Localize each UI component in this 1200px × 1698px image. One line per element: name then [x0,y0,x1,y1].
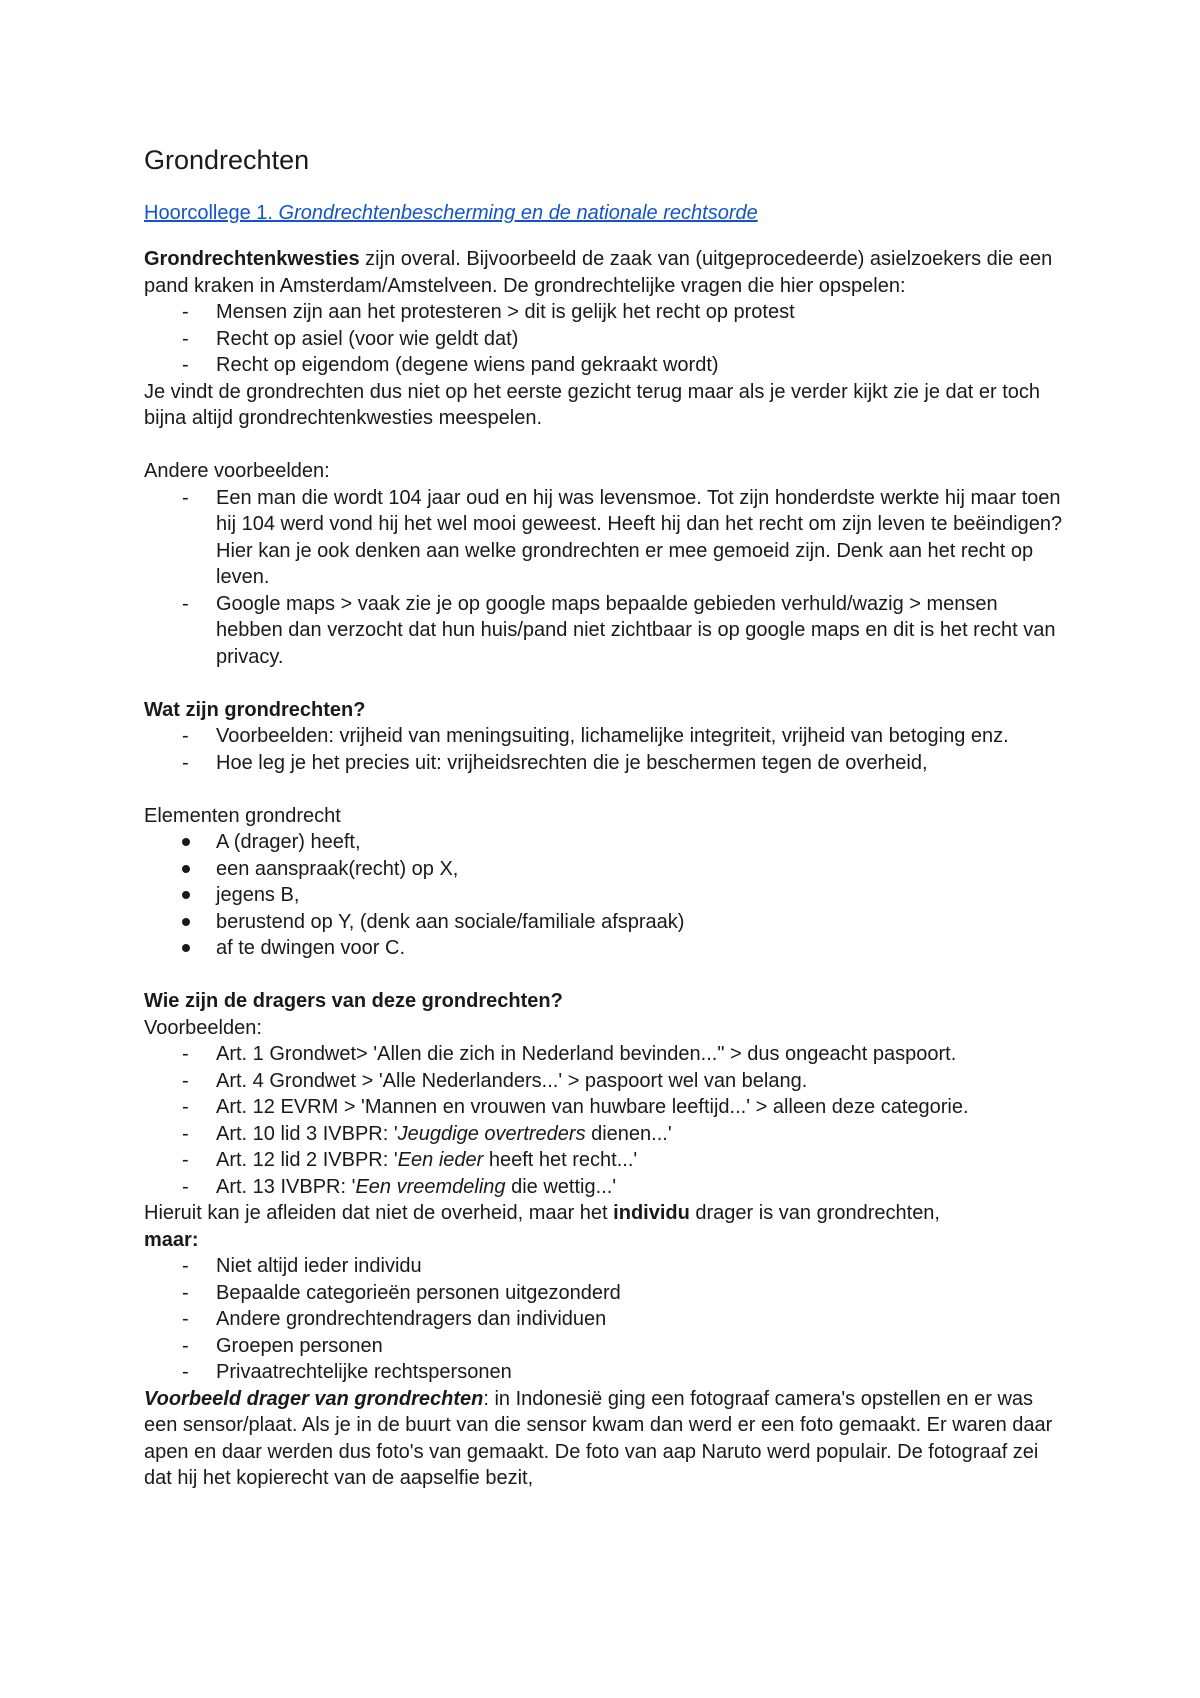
list-item [144,299,1064,326]
dash-marker: - [182,1043,189,1065]
list-item-text: Niet altijd ieder individu [216,1255,422,1277]
list-item [144,750,1064,777]
dash-marker: - [182,1281,189,1304]
list-item-text: Google maps > vaak zie je op google maps bepaalde gebieden verhuld/wazig > mensen hebben dan verzocht dat hun huis/pand niet zichtbaar is op google maps en dit is het recht van privacy. [216,592,1056,668]
list-item [144,1147,1064,1174]
list-item-italic: Een ieder [397,1149,484,1171]
list-item-text-post: heeft het recht...' [483,1149,638,1171]
list-item-italic: Een vreemdeling [355,1175,506,1198]
list-item-text: Groepen personen [216,1334,383,1357]
conclusion-pre: Hieruit kan je afleiden dat niet de overheid, maar het [144,1202,614,1224]
spacer [144,670,1064,697]
dash-marker: - [182,1334,189,1357]
intro-bold: Grondrechtenkwesties [144,248,360,270]
lecture-title: Grondrechtenbescherming en de nationale rechtsorde [278,202,758,224]
list-item [144,1280,1064,1307]
list-item [144,829,1064,856]
intro-after-paragraph: Je vindt de grondrechten dus niet op het eerste gezicht terug maar als je verder kijkt zie je dat er toch bijna altijd grondrechtenkwesties meespelen. [144,380,1041,429]
list-item [144,856,1064,883]
example-paragraph [144,1386,1064,1492]
others-heading: Andere voorbeelden: [144,460,330,482]
intro-text: zijn overal. Bijvoorbeeld de zaak van (uitgeprocedeerde) asielzoekers die een pand kraken in Amsterdam/Amstelveen. De grondrechtelijke vragen die hier opspelen: [144,248,1053,297]
list-item-text: A (drager) heeft, [216,831,361,853]
dash-marker: - [182,1175,189,1198]
dash-marker: - [182,486,189,509]
list-item-text: Art. 1 Grondwet> 'Allen die zich in Nederland bevinden..." > dus ongeacht paspoort. [216,1043,957,1065]
list-item-text-post: dienen...' [585,1122,672,1145]
bullet-icon [182,944,190,952]
list-item-text: een aanspraak(recht) op X, [216,857,459,880]
dash-marker: - [182,327,189,350]
intro-list [144,299,1064,379]
who-subheading: Voorbeelden: [144,1016,262,1039]
list-item [144,485,1064,591]
list-item-text: Art. 4 Grondwet > 'Alle Nederlanders...' > paspoort wel van belang. [216,1069,808,1092]
dash-marker: - [182,592,189,615]
dash-marker: - [182,1069,189,1092]
list-item-text: Recht op eigendom (degene wiens pand gekraakt wordt) [216,354,719,376]
dash-marker: - [182,1149,189,1171]
dash-marker: - [182,1308,189,1330]
list-item-text: Voorbeelden: vrijheid van meningsuiting, lichamelijke integriteit, vrijheid van betoging enz. [216,725,1009,747]
maar-label [144,1227,1064,1254]
dash-marker: - [182,1096,189,1118]
what-heading [144,697,1064,724]
list-item [144,1253,1064,1280]
list-item-text: Art. 12 EVRM > 'Mannen en vrouwen van huwbare leeftijd...' > alleen deze categorie. [216,1096,969,1118]
list-item-text: Een man die wordt 104 jaar oud en hij was levensmoe. Tot zijn honderdste werkte hij maar toen hij 104 werd vond hij het wel mooi geweest. Heeft hij dan het recht om zijn leven te beëindigen? Hier kan je ook denken aan welke grondrechten er mee gemoeid zijn. Denk aan het recht op leven. [216,486,1063,588]
dash-marker: - [182,301,189,323]
list-item [144,1359,1064,1386]
list-item [144,909,1064,936]
page-title: Grondrechten [144,145,310,175]
list-item-text-post: die wettig...' [505,1175,617,1198]
what-list [144,723,1064,776]
intro-paragraph [144,246,1064,299]
conclusion-paragraph [144,1200,1064,1227]
list-item [144,1121,1064,1148]
list-item-text: Bepaalde categorieën personen uitgezonderd [216,1281,621,1304]
bullet-icon [182,891,190,899]
document-page [144,140,1064,1492]
list-item [144,935,1064,962]
maar-list [144,1253,1064,1386]
maar-label-text: maar: [144,1228,199,1251]
list-item-text-pre: Art. 12 lid 2 IVBPR: ' [216,1149,398,1171]
who-heading [144,988,1064,1015]
lecture-heading-link[interactable] [144,200,1064,226]
spacer [144,432,1064,459]
list-item-text: Privaatrechtelijke rechtspersonen [216,1361,512,1383]
list-item [144,1333,1064,1360]
list-item [144,326,1064,353]
bullet-icon [182,865,190,873]
list-item-text: Andere grondrechtendragers dan individuen [216,1308,607,1330]
dash-marker: - [182,1361,189,1383]
list-item-text-pre: Art. 13 IVBPR: ' [216,1175,356,1198]
list-item-italic: Jeugdige overtreders [397,1122,586,1145]
list-item-text: jegens B, [216,884,300,906]
list-item-text: Recht op asiel (voor wie geldt dat) [216,327,519,350]
others-list [144,485,1064,671]
example-label-text: Voorbeeld drager van grondrechten [144,1387,484,1410]
list-item [144,1306,1064,1333]
who-list [144,1041,1064,1200]
conclusion-post: drager is van grondrechten, [689,1202,940,1224]
dash-marker: - [182,725,189,747]
bullet-icon [182,918,190,926]
example-label [144,1388,483,1410]
list-item [144,882,1064,909]
list-item [144,1068,1064,1095]
list-item [144,723,1064,750]
spacer [144,776,1064,803]
spacer [144,962,1064,989]
dash-marker: - [182,1122,189,1145]
elements-heading: Elementen grondrecht [144,804,341,827]
list-item [144,352,1064,379]
lecture-prefix: Hoorcollege 1. [144,202,279,224]
dash-marker: - [182,1255,189,1277]
what-heading-text: Wat zijn grondrechten? [144,698,366,721]
list-item-text: Hoe leg je het precies uit: vrijheidsrechten die je beschermen tegen de overheid, [216,751,928,774]
list-item-text-pre: Art. 10 lid 3 IVBPR: ' [216,1122,398,1145]
list-item-text: af te dwingen voor C. [216,937,405,959]
list-item [144,1094,1064,1121]
list-item-text: Mensen zijn aan het protesteren > dit is gelijk het recht op protest [216,301,795,323]
elements-list [144,829,1064,962]
dash-marker: - [182,751,189,774]
example-text: : in Indonesië ging een fotograaf camera's opstellen en er was een sensor/plaat. Als je in de buurt van die sensor kwam dan werd er een foto gemaakt. Er waren daar apen en daar werden dus foto's van gemaakt. De foto van aap Naruto werd populair. De fotograaf zei dat hij het kopierecht van de aapselfie bezit, [144,1387,1053,1489]
bullet-icon [182,838,190,846]
dash-marker: - [182,354,189,376]
conclusion-bold: individu [613,1202,690,1224]
who-heading-text: Wie zijn de dragers van deze grondrechten? [144,990,563,1012]
list-item [144,1174,1064,1201]
list-item [144,591,1064,671]
list-item-text: berustend op Y, (denk aan sociale/familiale afspraak) [216,910,685,933]
list-item [144,1041,1064,1068]
